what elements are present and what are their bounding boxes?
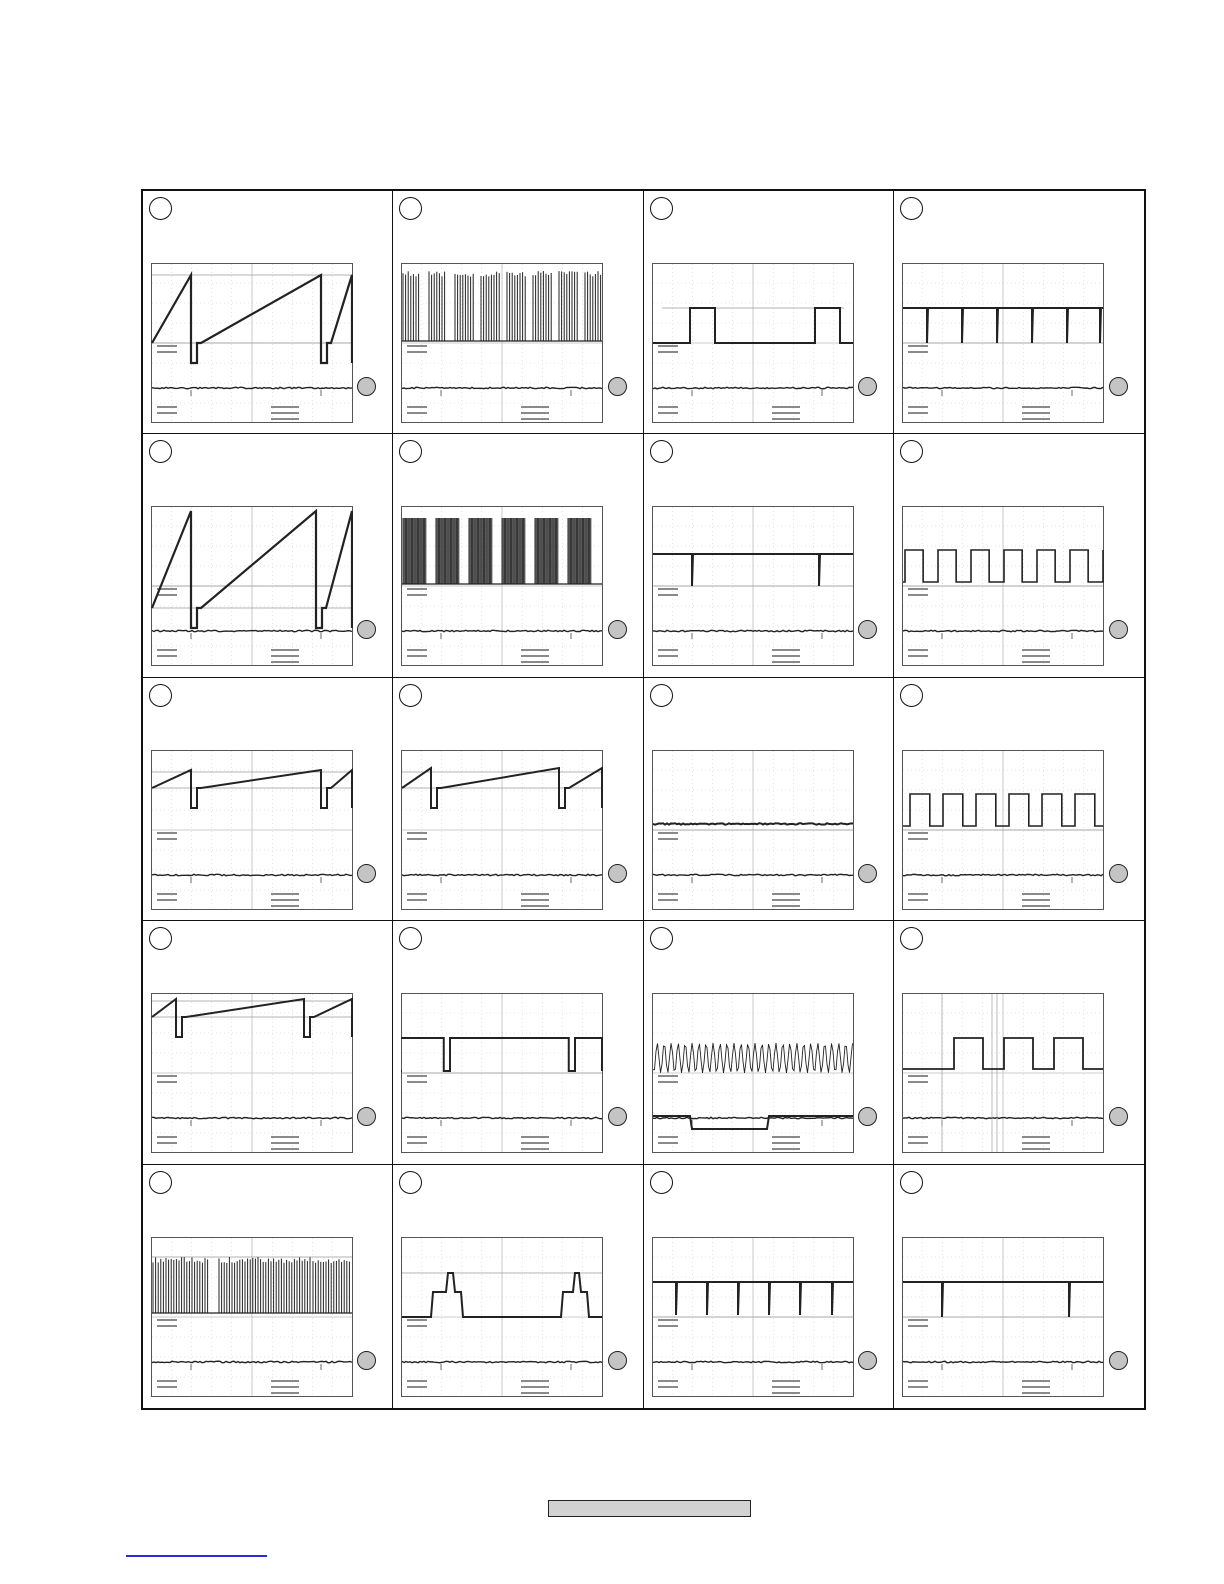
oscilloscope-screen — [401, 1237, 603, 1397]
readout-mark — [658, 649, 678, 651]
waveform-plot — [401, 750, 603, 910]
readout-mark — [157, 1325, 177, 1327]
readout-mark — [157, 655, 177, 657]
readout-mark — [407, 351, 427, 353]
readout-mark — [908, 1081, 928, 1083]
readout-mark — [407, 832, 427, 834]
readout-mark — [407, 406, 427, 408]
waveform-panel — [644, 434, 894, 677]
reference-badge — [858, 1107, 877, 1126]
waveform-panel — [393, 678, 643, 921]
readout-mark — [658, 899, 678, 901]
readout-mark — [521, 412, 549, 414]
waveform-panel — [143, 191, 393, 434]
readout-mark — [521, 418, 549, 420]
readout-mark — [271, 649, 299, 651]
waveform-plot — [902, 750, 1104, 910]
oscilloscope-screen — [151, 993, 353, 1153]
readout-mark — [407, 412, 427, 414]
waveform-panel — [393, 434, 643, 677]
readout-mark — [772, 655, 800, 657]
oscilloscope-screen — [652, 506, 854, 666]
waveform-plot — [151, 263, 353, 423]
reference-badge — [858, 377, 877, 396]
readout-mark — [658, 588, 678, 590]
readout-mark — [1022, 905, 1050, 907]
readout-mark — [407, 1319, 427, 1321]
readout-mark — [271, 899, 299, 901]
readout-mark — [271, 1386, 299, 1388]
waveform-panel — [894, 678, 1144, 921]
readout-mark — [658, 345, 678, 347]
panel-number-circle — [149, 440, 172, 463]
readout-mark — [157, 893, 177, 895]
readout-mark — [521, 1148, 549, 1150]
readout-mark — [157, 594, 177, 596]
waveform-panel — [143, 1165, 393, 1408]
readout-mark — [772, 1380, 800, 1382]
readout-mark — [407, 1386, 427, 1388]
readout-mark — [407, 1136, 427, 1138]
panel-number-circle — [399, 440, 422, 463]
panel-number-circle — [399, 684, 422, 707]
readout-mark — [521, 655, 549, 657]
readout-mark — [908, 1142, 928, 1144]
readout-mark — [772, 418, 800, 420]
readout-mark — [772, 649, 800, 651]
readout-mark — [157, 1386, 177, 1388]
oscilloscope-screen — [652, 750, 854, 910]
waveform-plot — [902, 993, 1104, 1153]
readout-mark — [271, 1392, 299, 1394]
readout-mark — [658, 1075, 678, 1077]
readout-mark — [157, 406, 177, 408]
oscilloscope-screen — [652, 263, 854, 423]
waveform-plot — [902, 506, 1104, 666]
readout-mark — [271, 655, 299, 657]
reference-badge — [1109, 864, 1128, 883]
readout-mark — [772, 1386, 800, 1388]
waveform-plot — [652, 750, 854, 910]
waveform-plot — [401, 993, 603, 1153]
readout-mark — [658, 1136, 678, 1138]
readout-mark — [658, 1380, 678, 1382]
readout-mark — [157, 1081, 177, 1083]
readout-mark — [157, 1142, 177, 1144]
readout-mark — [658, 893, 678, 895]
oscilloscope-screen — [652, 993, 854, 1153]
readout-mark — [1022, 899, 1050, 901]
waveform-plot — [652, 263, 854, 423]
oscilloscope-screen — [401, 750, 603, 910]
readout-mark — [658, 1319, 678, 1321]
readout-mark — [407, 1142, 427, 1144]
readout-mark — [271, 893, 299, 895]
readout-mark — [407, 649, 427, 651]
readout-mark — [1022, 406, 1050, 408]
readout-mark — [772, 905, 800, 907]
readout-mark — [271, 905, 299, 907]
readout-mark — [1022, 1148, 1050, 1150]
readout-mark — [407, 1081, 427, 1083]
reference-badge — [858, 620, 877, 639]
readout-mark — [407, 1075, 427, 1077]
readout-mark — [407, 345, 427, 347]
readout-mark — [1022, 893, 1050, 895]
reference-badge — [608, 377, 627, 396]
readout-mark — [1022, 1392, 1050, 1394]
readout-mark — [157, 649, 177, 651]
oscilloscope-screen — [401, 506, 603, 666]
readout-mark — [908, 893, 928, 895]
reference-badge — [357, 864, 376, 883]
readout-mark — [407, 594, 427, 596]
readout-mark — [658, 1386, 678, 1388]
readout-mark — [908, 1386, 928, 1388]
oscilloscope-screen — [151, 506, 353, 666]
readout-mark — [1022, 655, 1050, 657]
readout-mark — [1022, 1136, 1050, 1138]
footer-label-box — [548, 1500, 751, 1517]
readout-mark — [407, 838, 427, 840]
readout-mark — [521, 649, 549, 651]
reference-badge — [357, 1351, 376, 1370]
readout-mark — [271, 1148, 299, 1150]
waveform-panel — [393, 921, 643, 1164]
readout-mark — [521, 661, 549, 663]
oscilloscope-screen — [902, 993, 1104, 1153]
readout-mark — [157, 1380, 177, 1382]
oscilloscope-screen — [151, 750, 353, 910]
waveform-panel — [894, 1165, 1144, 1408]
panel-number-circle — [650, 1171, 673, 1194]
reference-badge — [608, 620, 627, 639]
readout-mark — [271, 418, 299, 420]
readout-mark — [908, 1325, 928, 1327]
oscilloscope-screen — [401, 263, 603, 423]
panel-number-circle — [399, 197, 422, 220]
panel-number-circle — [900, 1171, 923, 1194]
readout-mark — [157, 351, 177, 353]
waveform-panel — [894, 434, 1144, 677]
panel-number-circle — [900, 197, 923, 220]
trace-line — [653, 823, 853, 824]
readout-mark — [1022, 418, 1050, 420]
reference-badge — [858, 864, 877, 883]
readout-mark — [908, 412, 928, 414]
readout-mark — [407, 1325, 427, 1327]
waveform-plot — [151, 993, 353, 1153]
readout-mark — [1022, 1386, 1050, 1388]
readout-mark — [157, 1136, 177, 1138]
waveform-panel — [143, 678, 393, 921]
readout-mark — [658, 832, 678, 834]
panel-number-circle — [149, 684, 172, 707]
waveform-panel — [894, 191, 1144, 434]
readout-mark — [1022, 661, 1050, 663]
readout-mark — [658, 406, 678, 408]
readout-mark — [772, 1148, 800, 1150]
oscilloscope-screen — [652, 1237, 854, 1397]
oscilloscope-screen — [902, 750, 1104, 910]
waveform-plot — [401, 506, 603, 666]
readout-mark — [908, 832, 928, 834]
readout-mark — [908, 899, 928, 901]
panel-number-circle — [900, 684, 923, 707]
readout-mark — [407, 1380, 427, 1382]
readout-mark — [521, 905, 549, 907]
waveform-plot — [902, 263, 1104, 423]
readout-mark — [658, 1325, 678, 1327]
readout-mark — [271, 406, 299, 408]
panel-number-circle — [650, 440, 673, 463]
readout-mark — [157, 1319, 177, 1321]
readout-mark — [271, 661, 299, 663]
readout-mark — [1022, 649, 1050, 651]
waveform-panel — [644, 678, 894, 921]
readout-mark — [407, 588, 427, 590]
readout-mark — [521, 1142, 549, 1144]
panel-number-circle — [149, 197, 172, 220]
readout-mark — [1022, 1142, 1050, 1144]
readout-mark — [908, 655, 928, 657]
readout-mark — [908, 588, 928, 590]
page-link[interactable] — [126, 1555, 267, 1557]
readout-mark — [908, 1075, 928, 1077]
readout-mark — [521, 899, 549, 901]
readout-mark — [772, 1136, 800, 1138]
readout-mark — [407, 893, 427, 895]
panel-number-circle — [650, 684, 673, 707]
readout-mark — [407, 655, 427, 657]
reference-badge — [1109, 377, 1128, 396]
readout-mark — [157, 345, 177, 347]
readout-mark — [521, 1380, 549, 1382]
waveform-panel — [143, 921, 393, 1164]
readout-mark — [772, 1392, 800, 1394]
readout-mark — [772, 661, 800, 663]
oscilloscope-screen — [151, 263, 353, 423]
panel-number-circle — [149, 1171, 172, 1194]
readout-mark — [908, 345, 928, 347]
readout-mark — [658, 351, 678, 353]
reference-badge — [1109, 1351, 1128, 1370]
waveform-panel — [393, 1165, 643, 1408]
panel-number-circle — [650, 927, 673, 950]
readout-mark — [157, 838, 177, 840]
readout-mark — [772, 1142, 800, 1144]
panel-number-circle — [900, 440, 923, 463]
readout-mark — [908, 1319, 928, 1321]
waveform-plot — [151, 750, 353, 910]
readout-mark — [908, 838, 928, 840]
reference-badge — [357, 377, 376, 396]
waveform-plot — [652, 1237, 854, 1397]
readout-mark — [772, 893, 800, 895]
panel-number-circle — [149, 927, 172, 950]
readout-mark — [157, 1075, 177, 1077]
waveform-panel — [393, 191, 643, 434]
readout-mark — [908, 406, 928, 408]
panel-number-circle — [399, 927, 422, 950]
readout-mark — [772, 406, 800, 408]
readout-mark — [271, 1136, 299, 1138]
readout-mark — [521, 1386, 549, 1388]
reference-badge — [608, 864, 627, 883]
readout-mark — [658, 1081, 678, 1083]
reference-badge — [357, 620, 376, 639]
oscilloscope-screen — [401, 993, 603, 1153]
waveform-plot — [652, 993, 854, 1153]
readout-mark — [658, 838, 678, 840]
oscilloscope-screen — [902, 506, 1104, 666]
reference-badge — [357, 1107, 376, 1126]
waveform-panel — [894, 921, 1144, 1164]
oscilloscope-screen — [902, 1237, 1104, 1397]
waveform-plot — [902, 1237, 1104, 1397]
readout-mark — [271, 1380, 299, 1382]
readout-mark — [271, 412, 299, 414]
oscilloscope-screen — [151, 1237, 353, 1397]
readout-mark — [157, 412, 177, 414]
readout-mark — [157, 899, 177, 901]
readout-mark — [908, 594, 928, 596]
waveform-plot — [151, 1237, 353, 1397]
reference-badge — [1109, 1107, 1128, 1126]
waveform-panel — [644, 921, 894, 1164]
readout-mark — [1022, 1380, 1050, 1382]
reference-badge — [1109, 620, 1128, 639]
waveform-plot — [151, 506, 353, 666]
reference-badge — [608, 1351, 627, 1370]
readout-mark — [407, 899, 427, 901]
waveform-panel — [143, 434, 393, 677]
reference-badge — [608, 1107, 627, 1126]
readout-mark — [908, 1380, 928, 1382]
readout-mark — [908, 649, 928, 651]
panel-number-circle — [900, 927, 923, 950]
readout-mark — [157, 832, 177, 834]
panel-number-circle — [650, 197, 673, 220]
reference-badge — [858, 1351, 877, 1370]
waveform-plot — [401, 1237, 603, 1397]
readout-mark — [772, 899, 800, 901]
readout-mark — [772, 412, 800, 414]
waveform-grid — [141, 189, 1146, 1410]
readout-mark — [521, 1392, 549, 1394]
panel-number-circle — [399, 1171, 422, 1194]
readout-mark — [521, 893, 549, 895]
oscilloscope-screen — [902, 263, 1104, 423]
readout-mark — [1022, 412, 1050, 414]
readout-mark — [521, 406, 549, 408]
readout-mark — [658, 412, 678, 414]
waveform-plot — [401, 263, 603, 423]
readout-mark — [658, 655, 678, 657]
readout-mark — [521, 1136, 549, 1138]
waveform-panel — [644, 191, 894, 434]
waveform-panel — [644, 1165, 894, 1408]
readout-mark — [271, 1142, 299, 1144]
readout-mark — [658, 594, 678, 596]
readout-mark — [908, 1136, 928, 1138]
readout-mark — [658, 1142, 678, 1144]
waveform-plot — [652, 506, 854, 666]
readout-mark — [908, 351, 928, 353]
